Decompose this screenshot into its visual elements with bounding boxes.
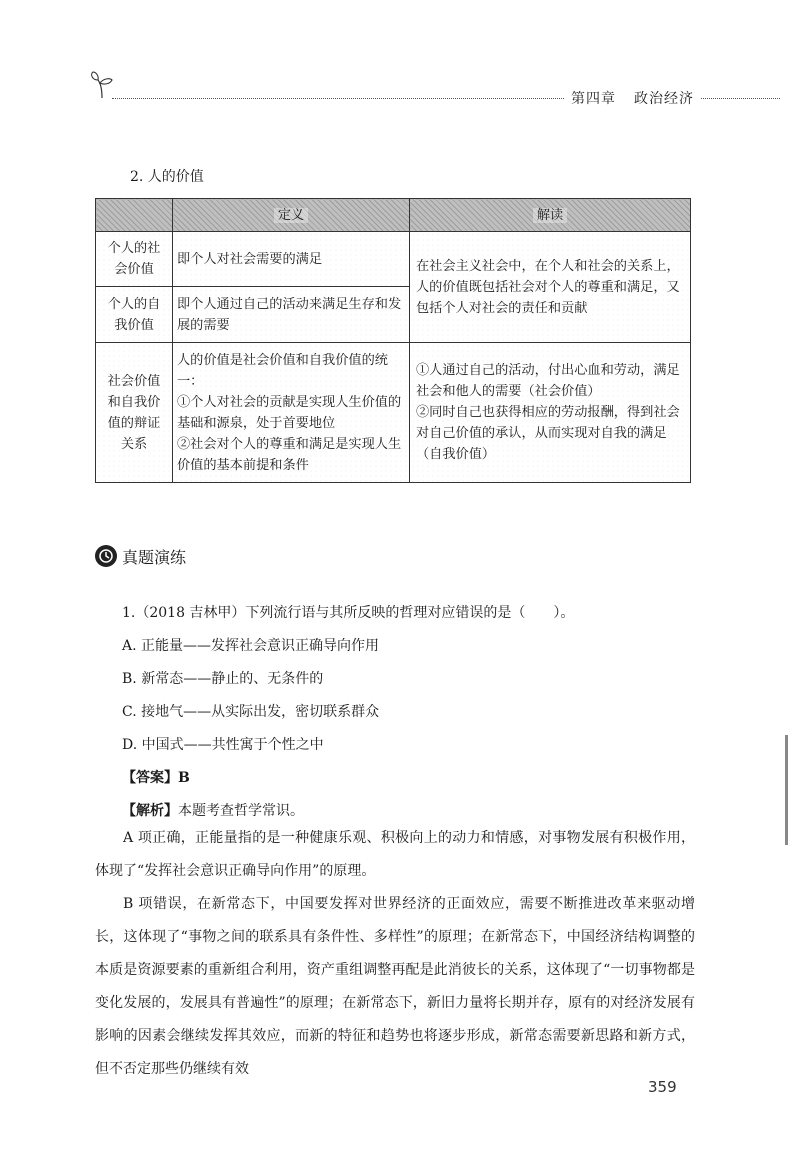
row-definition	[173, 232, 410, 287]
option-b: B. 新常态——静止的、无条件的	[122, 671, 324, 687]
interpretation-text: ②同时自己也获得相应的劳动报酬，得到社会对自己价值的承认，从而实现对自我的满足（自我价值）	[416, 405, 680, 462]
answer-value: B	[178, 770, 190, 786]
paragraph-b: B 项错误，在新常态下，中国要发挥对世界经济的正面效应，需要不断推进改革来驱动增长，这体现了“事物之间的联系具有条件性、多样性”的原理；在新常态下，中国经济结构调整的本质是资源要素的重新组合利用，资产重组调整再配是此消彼长的关系，这体现了“一切事物都是变化发展的，发展具有普遍性”的原理；在新常态下，新旧力量将长期并存，原有的对经济发展有影响的因素会继续发挥其效应，而新的特征和趋势也将逐步形成，新常态需要新思路和新方式，但不否定那些仍继续有效	[95, 896, 695, 1077]
margin-bar	[785, 735, 788, 845]
interpretation-text: ①人通过自己的活动，付出心血和劳动，满足社会和他人的需要（社会价值）	[416, 363, 680, 399]
chapter-label: 第四章	[571, 91, 616, 107]
question-text: 1.（2018 吉林甲）下列流行语与其所反映的哲理对应错误的是（ ）。	[122, 605, 575, 621]
practice-title: 真题演练	[122, 547, 187, 567]
table-header-blank	[96, 199, 173, 232]
definition-text: ②社会对个人的尊重和满足是实现人生价值的基本前提和条件	[177, 436, 402, 473]
analysis-text: 本题考查哲学常识。	[178, 803, 304, 819]
table-header-row	[96, 199, 691, 232]
definition-text: 即个人通过自己的活动来满足生存和发展的需要	[177, 296, 402, 333]
table-header-interpretation: 解读	[410, 199, 691, 232]
row-definition	[173, 287, 410, 343]
row-label: 个人的自我价值	[96, 287, 173, 343]
chapter-header	[565, 88, 700, 108]
table-header-definition: 定义	[173, 199, 410, 232]
chapter-title: 政治经济	[634, 91, 694, 107]
option-a: A. 正能量——发挥社会意识正确导向作用	[122, 638, 380, 654]
definition-text: ①个人对社会的贡献是实现人生价值的基础和源泉，处于首要地位	[177, 394, 402, 431]
page-number: 359	[648, 1078, 677, 1096]
definition-text: 人的价值是社会价值和自我价值的统一：	[177, 352, 388, 389]
value-table	[95, 198, 691, 483]
clock-icon	[95, 545, 117, 567]
row-label: 社会价值和自我价值的辩证关系	[96, 343, 173, 483]
option-c: C. 接地气——从实际出发，密切联系群众	[122, 704, 380, 720]
table-row	[96, 343, 691, 483]
row-interpretation	[410, 343, 691, 483]
analysis-label: 【解析】	[122, 803, 178, 819]
merged-interpretation: 在社会主义社会中，在个人和社会的关系上，人的价值既包括社会对个人的尊重和满足，又包括个人对社会的责任和贡献	[410, 232, 691, 343]
option-d: D. 中国式——共性寓于个性之中	[122, 737, 324, 753]
table-row	[96, 232, 691, 287]
answer-line	[122, 767, 190, 787]
section-title: 2. 人的价值	[130, 169, 204, 185]
paragraph-a: A 项正确，正能量指的是一种健康乐观、积极向上的动力和情感，对事物发展有积极作用，体现了“发挥社会意识正确导向作用”的原理。	[95, 830, 695, 879]
row-label: 个人的社会价值	[96, 232, 173, 287]
row-definition	[173, 343, 410, 483]
practice-heading	[95, 543, 186, 569]
sprout-icon	[88, 70, 116, 100]
definition-text: 即个人对社会需要的满足	[177, 251, 323, 267]
answer-label: 【答案】	[122, 770, 178, 786]
analysis-line	[122, 800, 304, 820]
